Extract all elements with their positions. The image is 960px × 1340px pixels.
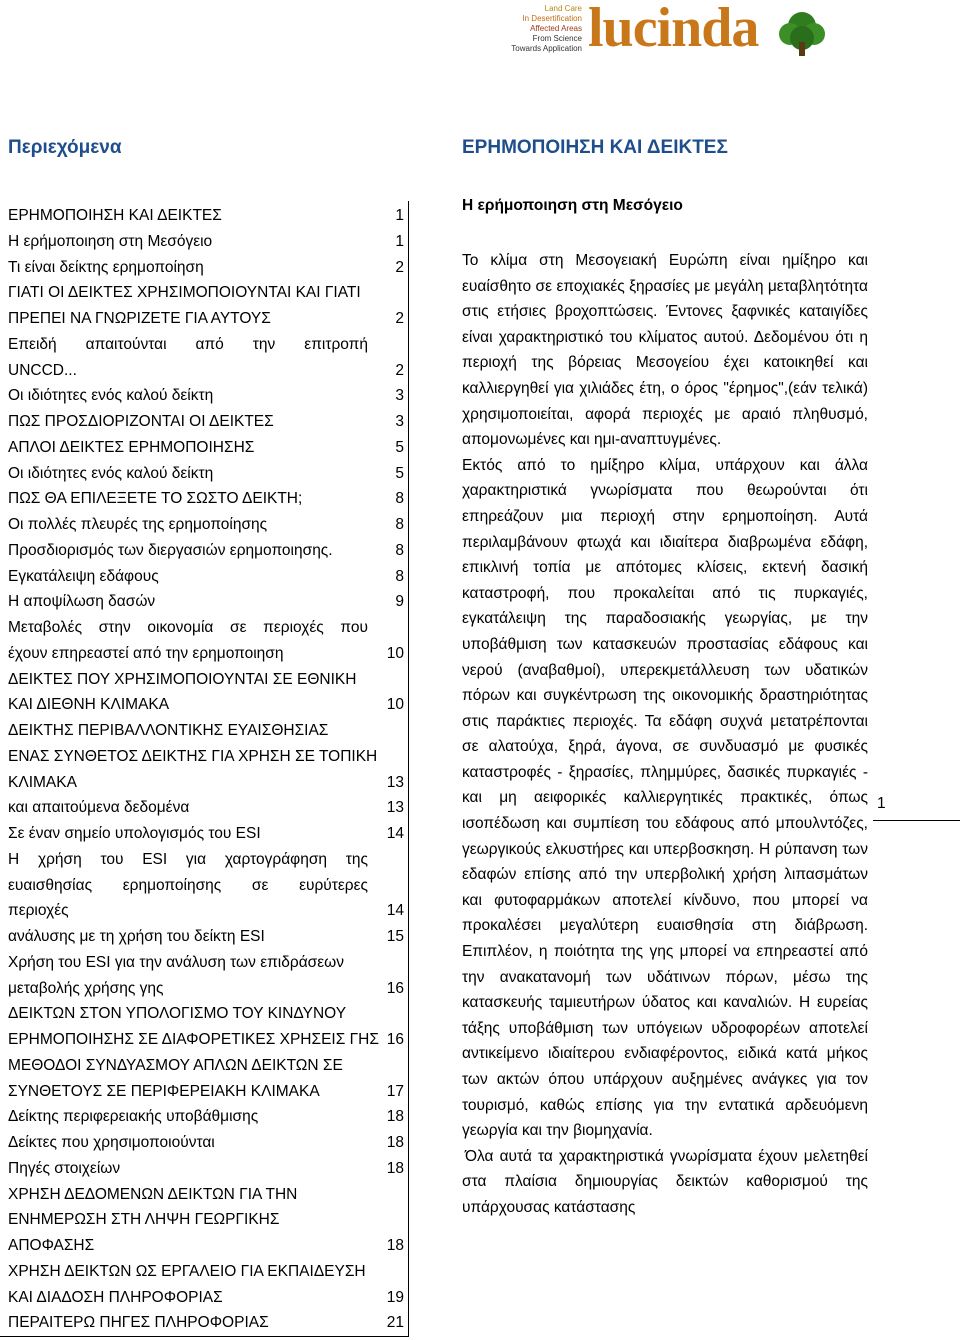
toc-entry[interactable] — [8, 722, 404, 748]
toc-entry[interactable] — [8, 1237, 404, 1263]
toc-entry-title: ΕΡΗΜΟΠΟΙΗΣΗ ΚΑΙ ΔΕΙΚΤΕΣ — [8, 207, 222, 224]
toc-entry-title: ΧΡΗΣΗ ΔΕΔΟΜΕΝΩΝ ΔΕΙΚΤΩΝ ΓΙΑ ΤΗΝ — [8, 1185, 298, 1203]
toc-entry-page: 14 — [386, 825, 404, 842]
logo-tagline-line: Towards Application — [511, 44, 582, 53]
toc-entry-title: και απαιτούμενα δεδομένα — [8, 799, 190, 817]
toc-entry[interactable] — [8, 542, 404, 568]
section-subtitle: Η ερήμοποιηση στη Μεσόγειο — [462, 197, 683, 214]
toc-entry-title: Δείκτης περιφερειακής υποβάθμισης — [8, 1108, 259, 1126]
toc-entry-title: ΑΠΛΟΙ ΔΕΙΚΤΕΣ ΕΡΗΜΟΠΟΙΗΣΗΣ — [8, 438, 255, 456]
toc-entry-title: UNCCD... — [8, 361, 77, 379]
toc-entry[interactable] — [8, 851, 404, 877]
toc-entry-title: Πηγές στοιχείων — [8, 1159, 121, 1177]
toc-entry-page: 17 — [386, 1082, 404, 1100]
toc-entry-title: μεταβολής χρήσης γης — [8, 979, 164, 997]
toc-entry-page: 15 — [386, 928, 404, 945]
toc-entry[interactable] — [8, 413, 404, 439]
toc-entry-title: ανάλυσης με τη χρήση του δείκτη ESI — [8, 928, 265, 945]
toc-entry-title: ΓΙΑΤΙ ΟΙ ΔΕΙΚΤΕΣ ΧΡΗΣΙΜΟΠΟΙΟΥΝΤΑΙ ΚΑΙ ΓΙΑΤΙ — [8, 284, 361, 302]
toc-entry-page: 8 — [395, 516, 404, 533]
toc-entry-title: ΠΕΡΑΙΤΕΡΩ ΠΗΓΕΣ ΠΛΗΡΟΦΟΡΙΑΣ — [8, 1314, 269, 1332]
toc-entry-title: ΑΠΟΦΑΣΗΣ — [8, 1237, 95, 1254]
toc-entry-page: 1 — [395, 207, 404, 224]
toc-entry[interactable] — [8, 980, 404, 1006]
toc-entry-title: ΕΡΗΜΟΠΟΙΗΣΗΣ ΣΕ ΔΙΑΦΟΡΕΤΙΚΕΣ ΧΡΗΣΕΙΣ ΓΗΣ — [8, 1031, 379, 1048]
toc-entry-page: 18 — [386, 1159, 404, 1177]
toc-entry[interactable] — [8, 1031, 404, 1057]
paragraph: Το κλίμα στη Μεσογειακή Ευρώπη είναι ημίξηρο και ευαίσθητο σε εποχιακές ξηρασίες με μεγάλη μεταβλητότητα στις ετήσιες βροχοπτώσεις. Έντονες ξαφνικές καταιγίδες είναι χαρακτηριστικό του κλίματος αυτού. Δεδομένου ότι η περιοχή της βόρειας Μεσογείου έχει κατοικηθεί και καλλιεργηθεί για χιλιάδες έτη, ο όρος "έρημος",(εάν τελικά) χρησιμοποιείται, αφορά περιοχές με αραιό πληθυσμό, απομονωμένες και ημι-αναπτυγμένες. — [462, 252, 868, 449]
toc-entry-page: 1 — [395, 232, 404, 250]
toc-entry[interactable] — [8, 671, 404, 697]
toc-entry[interactable] — [8, 516, 404, 542]
toc-entry-page: 10 — [386, 696, 404, 714]
toc-entry-page: 8 — [395, 567, 404, 585]
toc-entry-page: 8 — [395, 490, 404, 508]
toc-entry[interactable] — [8, 233, 404, 259]
toc-entry-page: 2 — [395, 258, 404, 276]
toc-entry-title: Οι ιδιότητες ενός καλού δείκτη — [8, 464, 214, 482]
toc-entry[interactable] — [8, 568, 404, 594]
logo-wordmark: lucinda — [588, 0, 759, 59]
toc-entry-title: ΧΡΗΣΗ ΔΕΙΚΤΩΝ ΩΣ ΕΡΓΑΛΕΙΟ ΓΙΑ ΕΚΠΑΙΔΕΥΣΗ — [8, 1262, 366, 1280]
toc-entry-page: 5 — [395, 464, 404, 482]
page-number: 1 — [877, 795, 886, 812]
toc-entry-title: Η αποψίλωση δασών — [8, 593, 156, 611]
tree-icon — [776, 8, 828, 58]
toc-entry[interactable] — [8, 1263, 404, 1289]
toc-entry[interactable] — [8, 207, 404, 233]
toc-entry-page: 2 — [395, 361, 404, 379]
toc-entry[interactable] — [8, 748, 404, 774]
toc-entry[interactable] — [8, 439, 404, 465]
toc-entry[interactable] — [8, 362, 404, 388]
toc-heading: Περιεχόμενα — [8, 137, 122, 158]
toc-entry-page: 19 — [386, 1288, 404, 1306]
toc-entry-title: ΕΝΑΣ ΣΥΝΘΕΤΟΣ ΔΕΙΚΤΗΣ ΓΙΑ ΧΡΗΣΗ ΣΕ ΤΟΠΙΚΗ — [8, 747, 378, 765]
toc-entry-title: Τι είναι δείκτης ερημοποίηση — [8, 258, 204, 276]
toc-entry-title: έχουν επηρεαστεί από την ερημοποιηση — [8, 644, 284, 662]
toc-entry[interactable] — [8, 387, 404, 413]
toc-entry[interactable] — [8, 593, 404, 619]
toc-entry-title: Δείκτες που χρησιμοποιούνται — [8, 1134, 215, 1151]
toc-entry-title: Μεταβολές στην οικονομία σε περιοχές που — [8, 619, 368, 636]
toc-entry[interactable] — [8, 1134, 404, 1160]
toc-entry[interactable] — [8, 284, 404, 310]
paragraph: Εκτός από το ημίξηρο κλίμα, υπάρχουν και άλλα χαρακτηριστικά γνωρίσματα που θεωρούνται ότι επηρεάζουν μια περιοχή στην ερημοποίηση. Αυτά περιλαμβάνουν φτωχά και ιδιαίτερα διαβρωμένα εδάφη, επικλινή τοπία με απότομες κλίσεις, εκτενή δασική καταστροφή, που προκαλείται από τις πυρκαγιές, εγκατάλειψη της παραδοσιακής γεωργίας, με την υποβάθμιση των κατασκευών προστασίας εδάφους και νερού (αναβαθμοί), υπερεκμετάλλευση των υδατικών πόρων και συγκέντρωση της οικονομικής δραστηριότητας στις παράκτιες περιοχές. Τα εδάφη συχνά μετατρέπονται σε αλατούχα, ξηρά, άγονα, σε συνδυασμό με φυσικές καταστροφές - ξηρασίες, πλημμύρες, δασικές πυρκαγιές - και μη αειφορικές καλλιεργητικές πρακτικές, όπως ισοπέδωση και συμπίεση του εδάφους από μπουλντόζες, γεωργικούς ελκυστήρες και υπερβοσκηση. Η ρύπανση των εδαφών επίσης από την υπερβολική χρήση λιπασμάτων και φυτοφαρμάκων αποτελεί κίνδυνο, που μπορεί να προκαλέσει μεγαλύτερη ευαισθησία στη διάβρωση. Επιπλέον, η ποιότητα της γης μπορεί να επηρεαστεί από την ανακατανομή των υδάτινων πόρων, μέσω της κατασκευής ταμιευτήρων ύδατος και καναλιών. Η ευρείας τάξης υποβάθμιση των υπόγειων υδροφορέων αποτελεί αντικείμενο ιδιαίτερου ενδιαφέροντος, ειδικά κατά μήκος των ακτών όπου υπάρχουν αυξημένες ανάγκες για τον τουρισμό, καθώς επίσης για την εντατικά αρδευόμενη γεωργία και την βιομηχανία. — [462, 456, 868, 1140]
toc-entry[interactable] — [8, 1005, 404, 1031]
toc-entry[interactable] — [8, 1211, 404, 1237]
toc-entry[interactable] — [8, 696, 404, 722]
page-number-rule — [873, 820, 960, 821]
lucinda-logo — [508, 0, 826, 60]
toc-entry-page: 14 — [386, 902, 404, 920]
toc-entry-title: ΚΑΙ ΔΙΑΔΟΣΗ ΠΛΗΡΟΦΟΡΙΑΣ — [8, 1288, 223, 1306]
toc-entry-title: ΕΝΗΜΕΡΩΣΗ ΣΤΗ ΛΗΨΗ ΓΕΩΡΓΙΚΗΣ — [8, 1211, 280, 1229]
toc-entry[interactable] — [8, 928, 404, 954]
toc-entry-title: ΠΩΣ ΠΡΟΣΔΙΟΡΙΖΟΝΤΑΙ ΟΙ ΔΕΙΚΤΕΣ — [8, 413, 274, 430]
toc-entry-page: 13 — [386, 799, 404, 817]
paragraph: Όλα αυτά τα χαρακτηριστικά γνωρίσματα έχουν μελετηθεί στα πλαίσια δημιουργίας δεικτών καθορισμού της υπάρχουσας κατάστασης — [462, 1147, 868, 1216]
toc-entry[interactable] — [8, 1083, 404, 1109]
toc-entry-title: Η ερήμοποιηση στη Μεσόγειο — [8, 232, 213, 250]
toc-entry-page: 3 — [395, 387, 404, 405]
toc-entry-page: 16 — [386, 979, 404, 997]
toc-entry[interactable] — [8, 1057, 404, 1083]
logo-tagline-line: In Desertification — [522, 14, 582, 23]
toc-entry-page: 16 — [386, 1031, 404, 1048]
toc-entry[interactable] — [8, 825, 404, 851]
toc-entry-title: ΚΛΙΜΑΚΑ — [8, 773, 77, 791]
toc-entry[interactable] — [8, 774, 404, 800]
toc-entry-page: 5 — [395, 438, 404, 456]
toc-entry[interactable] — [8, 310, 404, 336]
toc-entry[interactable] — [8, 645, 404, 671]
toc-entry-title: ΣΥΝΘΕΤΟΥΣ ΣΕ ΠΕΡΙΦΕΡΕΙΑΚΗ ΚΛΙΜΑΚΑ — [8, 1082, 320, 1100]
article-body — [462, 248, 868, 1221]
logo-tagline — [508, 4, 582, 54]
toc-entry-page: 21 — [386, 1314, 404, 1332]
toc-entry-title: ΔΕΙΚΤΕΣ ΠΟΥ ΧΡΗΣΙΜΟΠΟΙΟΥΝΤΑΙ ΣΕ ΕΘΝΙΚΗ — [8, 670, 357, 688]
toc-entry-title: Οι ιδιότητες ενός καλού δείκτη — [8, 387, 214, 405]
logo-tagline-line: From Science — [532, 34, 582, 43]
toc-entry[interactable] — [8, 336, 404, 362]
toc-entry[interactable] — [8, 1314, 404, 1340]
toc-entry[interactable] — [8, 1289, 404, 1315]
toc-entry-page: 13 — [386, 773, 404, 791]
toc-entry-title: ΠΡΕΠΕΙ ΝΑ ΓΝΩΡΙΖΕΤΕ ΓΙΑ ΑΥΤΟΥΣ — [8, 310, 271, 327]
toc-entry-page: 3 — [395, 413, 404, 430]
toc-entry-title: Η χρήση του ESI για χαρτογράφηση της — [8, 850, 368, 868]
toc-entry-page: 2 — [395, 310, 404, 327]
toc-entry-title: Οι πολλές πλευρές της ερημοποίησης — [8, 516, 268, 533]
toc-entry[interactable] — [8, 1108, 404, 1134]
toc-entry-title: ΔΕΙΚΤΗΣ ΠΕΡΙΒΑΛΛΟΝΤΙΚΗΣ ΕΥΑΙΣΘΗΣΙΑΣ — [8, 722, 329, 739]
section-title: ΕΡΗΜΟΠΟΙΗΣΗ ΚΑΙ ΔΕΙΚΤΕΣ — [462, 137, 728, 158]
toc-entry-page: 18 — [386, 1108, 404, 1126]
toc-entry-page: 8 — [395, 541, 404, 559]
toc-entry[interactable] — [8, 490, 404, 516]
toc-entry-title: ΠΩΣ ΘΑ ΕΠΙΛΕΞΕΤΕ ΤΟ ΣΩΣΤΟ ΔΕΙΚΤΗ; — [8, 490, 303, 508]
toc-entry-title: ΔΕΙΚΤΩΝ ΣΤΟΝ ΥΠΟΛΟΓΙΣΜΟ ΤΟΥ ΚΙΝΔΥΝΟΥ — [8, 1005, 347, 1023]
toc-entry-title: ευαισθησίας ερημοποίησης σε ευρύτερες — [8, 876, 368, 894]
toc-entry-page: 10 — [386, 644, 404, 662]
toc-entry-page: 9 — [395, 593, 404, 611]
toc-entry-title: Χρήση του ESI για την ανάλυση των επιδράσεων — [8, 953, 344, 971]
toc-entry-title: Σε έναν σημείο υπολογισμός του ESI — [8, 825, 261, 842]
toc-entry[interactable] — [8, 877, 404, 903]
toc-entry-title: Προσδιορισμός των διεργασιών ερημοποιησης. — [8, 541, 333, 559]
toc-entry-title: περιοχές — [8, 902, 69, 920]
toc-entry-title: Επειδή απαιτούνται από την επιτροπή — [8, 335, 368, 353]
toc-entry-title: ΜΕΘΟΔΟΙ ΣΥΝΔΥΑΣΜΟΥ ΑΠΛΩΝ ΔΕΙΚΤΩΝ ΣΕ — [8, 1056, 343, 1074]
toc-entry[interactable] — [8, 259, 404, 285]
logo-tagline-line: Affected Areas — [530, 24, 582, 33]
toc-entry[interactable] — [8, 1186, 404, 1212]
toc-entry-title: ΚΑΙ ΔΙΕΘΝΗ ΚΛΙΜΑΚΑ — [8, 696, 170, 714]
logo-tagline-line: Land Care — [544, 4, 582, 13]
toc-entry[interactable] — [8, 954, 404, 980]
toc-entry[interactable] — [8, 799, 404, 825]
toc-entry[interactable] — [8, 1160, 404, 1186]
toc-entry-page: 18 — [386, 1134, 404, 1151]
toc-entry[interactable] — [8, 619, 404, 645]
toc-entry-page: 18 — [386, 1237, 404, 1254]
toc-entry-title: Εγκατάλειψη εδάφους — [8, 567, 159, 585]
toc-entry[interactable] — [8, 902, 404, 928]
toc-entry[interactable] — [8, 465, 404, 491]
